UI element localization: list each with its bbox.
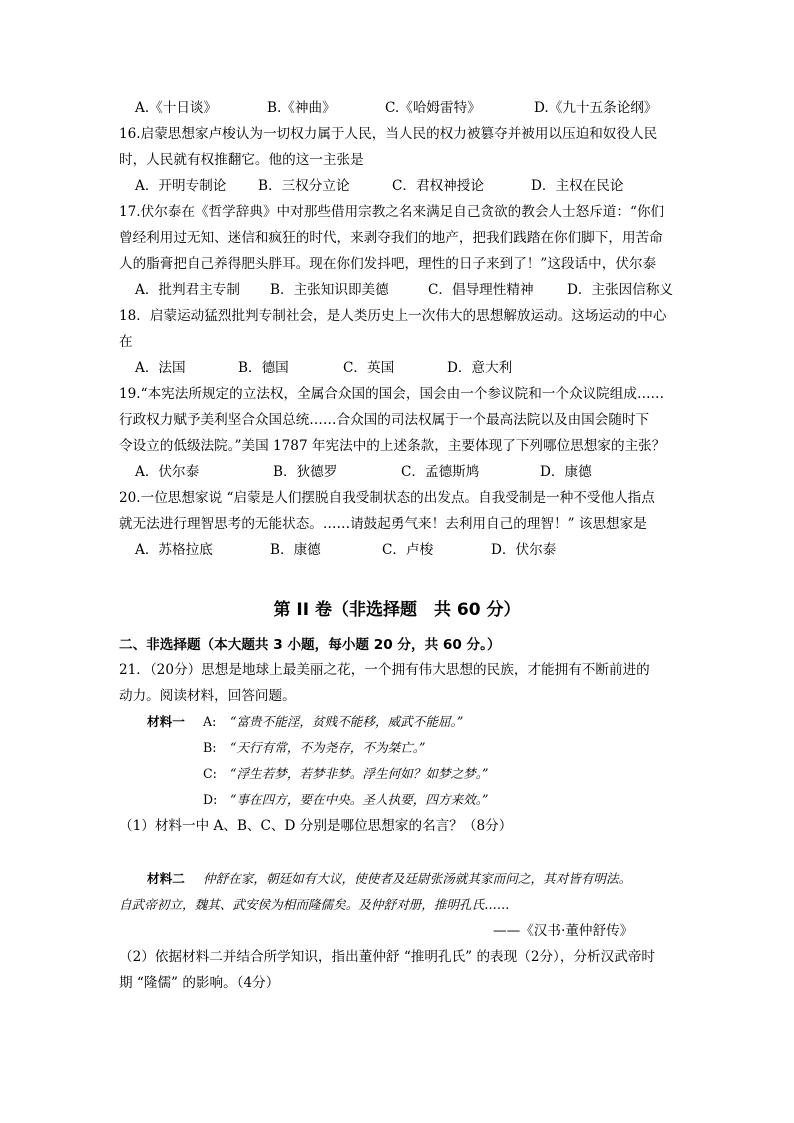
q15-option-d: D.《九十五条论纲》 — [534, 100, 658, 116]
material1-key: C: — [203, 766, 217, 781]
q19-text-line: 令设立的低级法院。”美国 1787 年宪法中的上述条款，主要体现了下列哪位思想家的主张？ — [119, 438, 666, 454]
q16-option-c: C．君权神授论 — [392, 178, 484, 194]
q19-text-line: 行政权力赋予美利坚合众国总统……合众国的司法权属于一个最高法院以及由国会随时下 — [119, 412, 650, 428]
q20-text-line: 20.一位思想家说 “启蒙是人们摆脱自我受制状态的出发点。自我受制是一种不受他人指点 — [119, 490, 655, 506]
material1-quote: “富贵不能淫，贫贱不能移，威武不能屈。” — [230, 714, 464, 729]
q21-sub1: （1）材料一中 A、B、C、D 分别是哪位思想家的名言？（8分） — [119, 818, 513, 834]
material1-key: A: — [203, 714, 217, 729]
q18-text-line: 在 — [119, 334, 133, 350]
q19-option-d: D．康德 — [540, 464, 592, 480]
section-title: 第 II 卷（非选择题 共 60 分） — [273, 600, 521, 620]
q20-option-d: D．伏尔泰 — [491, 542, 557, 558]
q16-option-a: A．开明专制论 — [135, 178, 227, 194]
material1-quote: “浮生若梦，若梦非梦。浮生何如？如梦之梦。” — [230, 766, 489, 781]
q20-option-b: B．康德 — [270, 542, 321, 558]
q18-option-d: D．意大利 — [447, 360, 513, 376]
q17-option-b: B．主张知识即美德 — [270, 282, 389, 298]
material1-quote: “天行有常，不为尧存，不为桀亡。” — [230, 740, 426, 755]
q18-option-a: A．法国 — [135, 360, 186, 376]
material2-source: ——《汉书·董仲舒传》 — [493, 923, 634, 939]
q21-intro-line: 动力。阅读材料，回答问题。 — [119, 688, 296, 704]
q16-text-line: 16.启蒙思想家卢梭认为一切权力属于人民，当人民的权力被篡夺并被用以压迫和奴役人民 — [119, 126, 658, 142]
q17-option-d: D．主张因信称义 — [567, 282, 674, 298]
q19-option-c: C．孟德斯鸠 — [401, 464, 480, 480]
q21-sub2-line: （2）依据材料二并结合所学知识，指出董仲舒 “推明孔氏” 的表现（2分），分析汉武帝时 — [119, 949, 656, 965]
q19-option-a: A．伏尔泰 — [135, 464, 200, 480]
material1-label: 材料一 — [147, 714, 185, 729]
section-heading: 二、非选择题（本大题共 3 小题，每小题 20 分，共 60 分。） — [119, 637, 501, 653]
q15-option-b: B.《神曲》 — [267, 100, 336, 116]
q18-option-b: B．德国 — [238, 360, 289, 376]
material2-line: 自武帝初立，魏其、武安侯为相而隆儒矣。及仲舒对册，推明孔氏…… — [119, 897, 510, 912]
q18-text-line: 18．启蒙运动猛烈批判专制社会，是人类历史上一次伟大的思想解放运动。这场运动的中心 — [119, 308, 667, 324]
q19-option-b: B．狄德罗 — [273, 464, 338, 480]
q17-text-line: 曾经利用过无知、迷信和疯狂的时代，来剥夺我们的地产，把我们践踏在你们脚下，用苦命 — [119, 230, 663, 246]
q17-text-line: 17.伏尔泰在《哲学辞典》中对那些借用宗教之名来满足自己贪欲的教会人士怒斥道：“你们 — [119, 204, 665, 220]
material2-line: 仲舒在家，朝廷如有大议，使使者及廷尉张汤就其家而问之，其对皆有明法。 — [203, 871, 632, 886]
q17-option-c: C．倡导理性精神 — [428, 282, 534, 298]
q18-option-c: C．英国 — [343, 360, 395, 376]
q20-option-a: A．苏格拉底 — [135, 542, 213, 558]
material1-key: B: — [203, 740, 217, 755]
q16-option-b: B．三权分立论 — [258, 178, 350, 194]
q15-option-c: C.《哈姆雷特》 — [385, 100, 481, 116]
material1-quote: “事在四方，要在中央。圣人执要，四方来效。” — [230, 792, 489, 807]
q20-option-c: C．卢梭 — [382, 542, 434, 558]
q20-text-line: 就无法进行理智思考的无能状态。……请鼓起勇气来！去利用自己的理智！” 该思想家是 — [119, 516, 647, 532]
q16-text-line: 时，人民就有权推翻它。他的这一主张是 — [119, 152, 364, 168]
q17-text-line: 人的脂膏把自己养得肥头胖耳。现在你们发抖吧，理性的日子来到了！”这段话中，伏尔泰 — [119, 256, 657, 272]
q16-option-d: D．主权在民论 — [531, 178, 624, 194]
q15-option-a: A.《十日谈》 — [135, 100, 218, 116]
q21-intro-line: 21．（20分）思想是地球上最美丽之花，一个拥有伟大思想的民族，才能拥有不断前进的 — [119, 662, 650, 678]
material1-key: D: — [203, 792, 218, 807]
q21-sub2-line: 期 “隆儒” 的影响。（4分） — [119, 975, 280, 991]
q17-option-a: A．批判君主专制 — [135, 282, 240, 298]
material2-label: 材料二 — [147, 871, 185, 886]
q19-text-line: 19.“本宪法所规定的立法权，全属合众国的国会，国会由一个参议院和一个众议院组成…… — [119, 386, 665, 402]
